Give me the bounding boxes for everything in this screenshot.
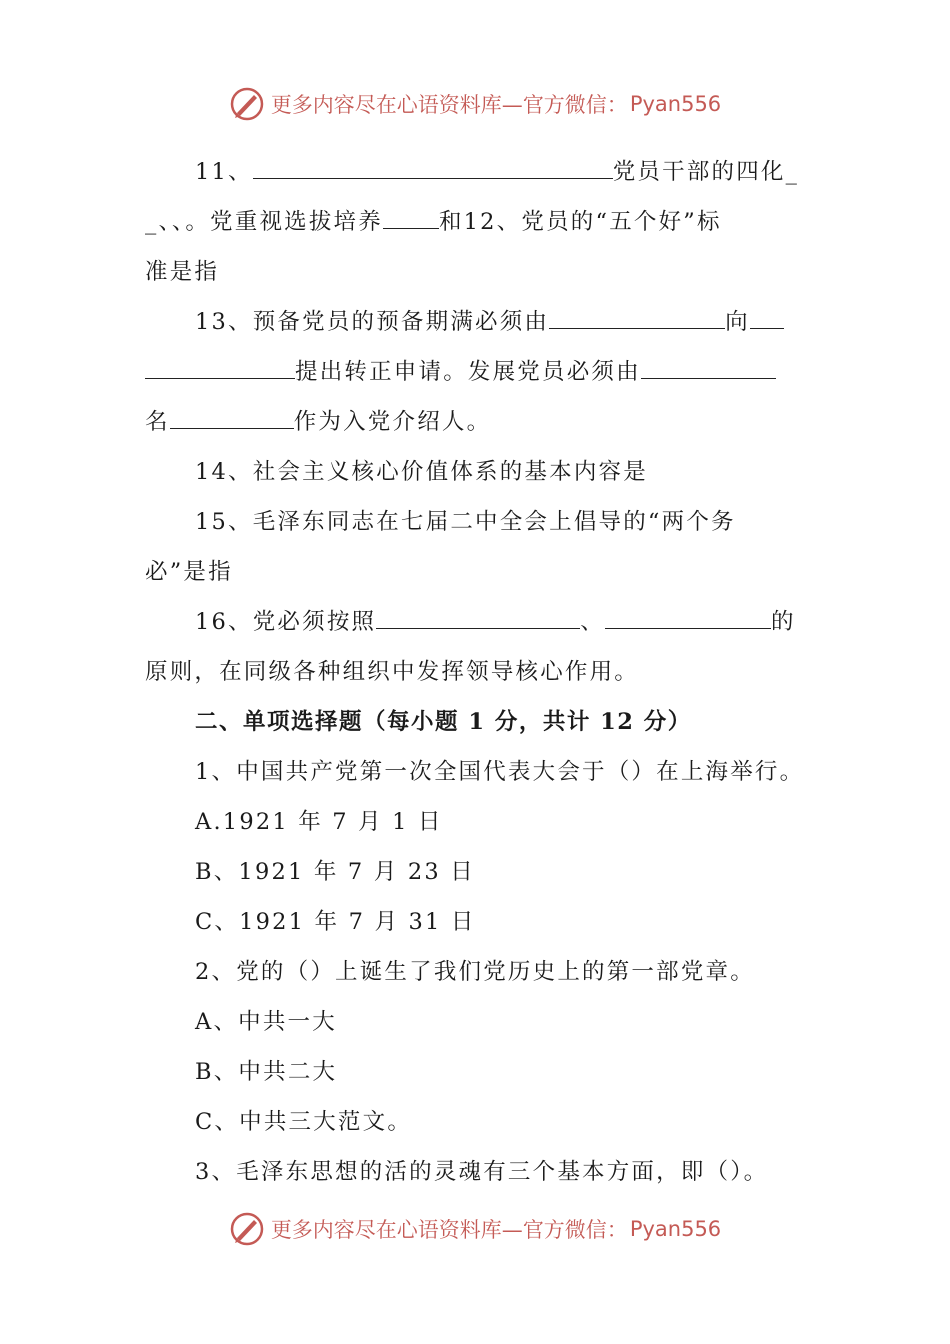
answer-blank (376, 610, 580, 629)
question-16-line (145, 597, 807, 647)
mc-question-2: 2、党的（）上诞生了我们党历史上的第一部党章。 (195, 959, 755, 985)
q16-text-2: 原则，在同级各种组织中发挥领导核心作用。 (145, 659, 640, 685)
mc-option-1a: A.1921 年 7 月 1 日 (195, 809, 443, 835)
answer-blank (383, 210, 439, 229)
mc-option-2b: B、中共二大 (195, 1059, 338, 1085)
header-wechat-id: Pyan556 (629, 92, 722, 116)
q13-text-3a: 名 (145, 409, 170, 435)
q13-text-2: 提出转正申请。发展党员必须由 (295, 359, 641, 385)
header-banner (0, 82, 950, 126)
mc-option-1b: B、1921 年 7 月 23 日 (195, 859, 475, 885)
answer-blank (750, 310, 784, 329)
answer-blank (641, 360, 776, 379)
question-13-line-2 (145, 347, 807, 397)
q11-text-3: 和 (438, 209, 464, 235)
answer-blank (170, 410, 294, 429)
answer-blank (549, 310, 725, 329)
pen-logo-icon (229, 1211, 265, 1247)
mc-question-3: 3、毛泽东思想的活的灵魂有三个基本方面，即（）。 (195, 1159, 769, 1185)
q12-text: 12、党员的“五个好”标 (463, 209, 722, 235)
q16-separator: 、 (580, 609, 605, 635)
header-site-text: 更多内容尽在心语资料库— (270, 93, 523, 117)
q14-text: 14、社会主义核心价值体系的基本内容是 (195, 459, 648, 485)
q11-text: 党员干部的四化_ (612, 159, 800, 185)
pen-logo-icon (229, 86, 265, 122)
q13-to: 向 (725, 309, 750, 335)
q13-text: 13、预备党员的预备期满必须由 (195, 309, 550, 335)
question-11-line (145, 147, 807, 197)
q15-text: 15、毛泽东同志在七届二中全会上倡导的“两个务 (195, 509, 736, 535)
answer-blank (605, 610, 771, 629)
mc-question-1: 1、中国共产党第一次全国代表大会于（）在上海举行。 (195, 759, 805, 785)
q13-text-3b: 作为入党介绍人。 (293, 409, 492, 435)
q11-text-2: _、、。党重视选拔培养 (145, 209, 383, 235)
document-body (145, 147, 807, 1197)
footer-wechat-text: 官方微信： (522, 1218, 628, 1242)
question-14-line (145, 447, 807, 497)
question-12-line-2 (145, 247, 807, 297)
q16-text: 16、党必须按照 (195, 609, 377, 635)
q11-number: 11、 (195, 159, 253, 185)
question-16-line-2 (145, 647, 807, 697)
question-11-line-2 (145, 197, 807, 247)
footer-site-text: 更多内容尽在心语资料库— (270, 1218, 523, 1242)
mc-option-1c: C、1921 年 7 月 31 日 (195, 909, 476, 935)
header-wechat-text: 官方微信： (522, 93, 628, 117)
q12-text-2: 准是指 (145, 259, 220, 285)
q16-end: 的 (770, 609, 796, 635)
mc-option-2a: A、中共一大 (195, 1009, 337, 1035)
section-heading: 二、单项选择题（每小题 1 分，共计 12 分） (195, 709, 692, 735)
question-13-line-3 (145, 397, 807, 447)
answer-blank (145, 360, 295, 379)
answer-blank (253, 160, 613, 179)
mc-option-2c: C、中共三大范文。 (195, 1109, 413, 1135)
footer-wechat-id: Pyan556 (629, 1217, 722, 1241)
q15-text-2: 必”是指 (145, 559, 233, 585)
question-15-line (145, 497, 807, 547)
question-13-line (145, 297, 807, 347)
footer-banner (0, 1207, 950, 1251)
question-15-line-2 (145, 547, 807, 597)
